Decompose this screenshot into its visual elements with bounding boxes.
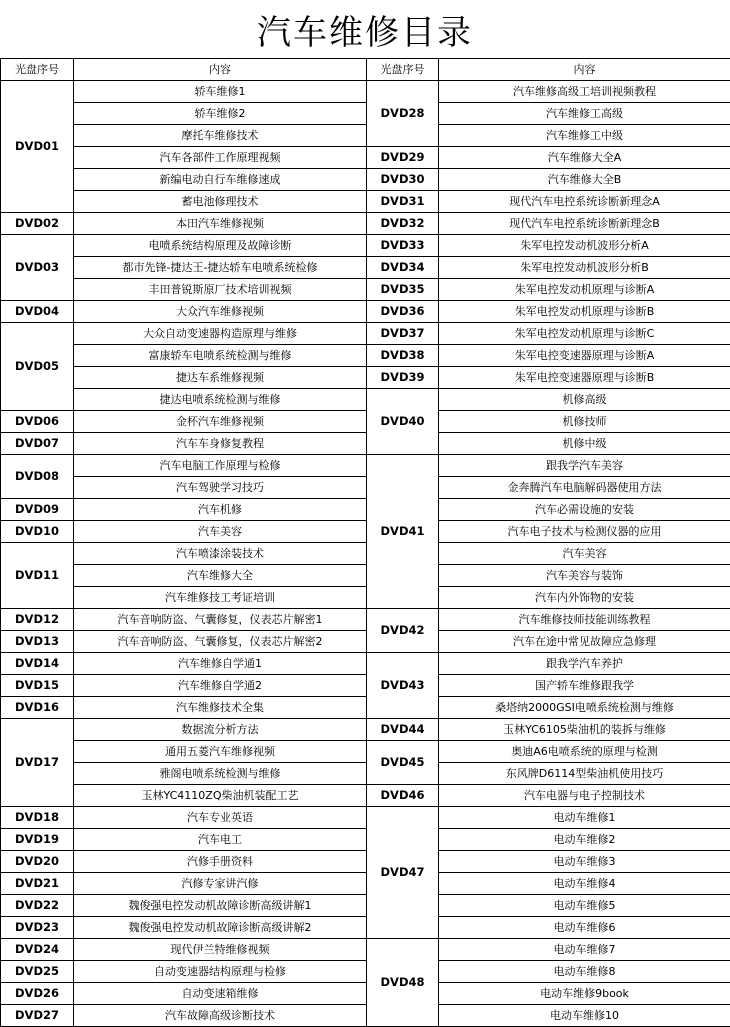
content-cell-right: 国产轿车维修跟我学 [439,675,730,697]
disc-number-left: DVD21 [1,873,74,895]
content-cell-right: 机修技师 [439,411,730,433]
content-cell-left: 自动变速箱维修 [74,983,367,1005]
table-row [1,169,730,191]
content-cell-right: 汽车在途中常见故障应急修理 [439,631,730,653]
disc-number-left: DVD09 [1,499,74,521]
disc-number-right: DVD43 [367,653,439,719]
disc-number-left: DVD06 [1,411,74,433]
disc-number-left: DVD25 [1,961,74,983]
content-cell-left: 魏俊强电控发动机故障诊断高级讲解2 [74,917,367,939]
table-row [1,477,730,499]
disc-number-left: DVD01 [1,81,74,213]
disc-number-right: DVD41 [367,455,439,609]
disc-number-left: DVD05 [1,323,74,411]
disc-number-left: DVD23 [1,917,74,939]
disc-number-left: DVD15 [1,675,74,697]
table-row [1,961,730,983]
content-cell-left: 汽车电工 [74,829,367,851]
table-row [1,323,730,345]
content-cell-left: 数据流分析方法 [74,719,367,741]
content-cell-right: 朱军电控变速器原理与诊断B [439,367,730,389]
content-cell-right: 电动车维修4 [439,873,730,895]
table-row [1,235,730,257]
content-cell-right: 金奔腾汽车电脑解码器使用方法 [439,477,730,499]
content-cell-right: 电动车维修9book [439,983,730,1005]
table-row [1,81,730,103]
content-cell-left: 汽车电脑工作原理与检修 [74,455,367,477]
content-cell-right: 汽车维修工高级 [439,103,730,125]
disc-number-right: DVD32 [367,213,439,235]
disc-number-left: DVD27 [1,1005,74,1027]
table-row [1,301,730,323]
table-row [1,103,730,125]
content-cell-left: 摩托车维修技术 [74,125,367,147]
content-cell-right: 汽车维修大全B [439,169,730,191]
table-row [1,587,730,609]
content-cell-left: 汽车喷漆涂装技术 [74,543,367,565]
table-row [1,279,730,301]
table-row [1,851,730,873]
disc-number-left: DVD19 [1,829,74,851]
disc-number-right: DVD44 [367,719,439,741]
table-row [1,785,730,807]
table-row [1,807,730,829]
disc-number-left: DVD13 [1,631,74,653]
content-cell-left: 汽车音响防盗、气囊修复，仪表芯片解密1 [74,609,367,631]
content-cell-left: 金杯汽车维修视频 [74,411,367,433]
content-cell-left: 汽修手册资料 [74,851,367,873]
content-cell-right: 汽车美容与装饰 [439,565,730,587]
content-cell-left: 汽车音响防盗、气囊修复，仪表芯片解密2 [74,631,367,653]
content-cell-left: 汽车维修技工考证培训 [74,587,367,609]
catalog-table [0,58,730,1027]
content-cell-right: 电动车维修10 [439,1005,730,1027]
content-cell-right: 汽车维修技师技能训练教程 [439,609,730,631]
content-cell-right: 跟我学汽车美容 [439,455,730,477]
content-cell-right: 桑塔纳2000GSI电喷系统检测与维修 [439,697,730,719]
content-cell-left: 轿车维修1 [74,81,367,103]
disc-number-right: DVD38 [367,345,439,367]
content-cell-left: 捷达车系维修视频 [74,367,367,389]
table-row [1,741,730,763]
content-cell-right: 汽车维修大全A [439,147,730,169]
content-cell-left: 汽车维修自学通1 [74,653,367,675]
content-cell-right: 跟我学汽车养护 [439,653,730,675]
content-cell-right: 汽车维修高级工培训视频教程 [439,81,730,103]
table-row [1,257,730,279]
content-cell-right: 电动车维修7 [439,939,730,961]
disc-number-left: DVD18 [1,807,74,829]
disc-number-left: DVD08 [1,455,74,499]
content-cell-left: 大众自动变速器构造原理与维修 [74,323,367,345]
content-cell-right: 机修高级 [439,389,730,411]
content-cell-right: 汽车电器与电子控制技术 [439,785,730,807]
content-cell-left: 电喷系统结构原理及故障诊断 [74,235,367,257]
table-row [1,565,730,587]
content-cell-right: 汽车电子技术与检测仪器的应用 [439,521,730,543]
content-cell-left: 捷达电喷系统检测与维修 [74,389,367,411]
table-row [1,389,730,411]
table-row [1,917,730,939]
disc-number-right: DVD31 [367,191,439,213]
disc-number-left: DVD02 [1,213,74,235]
content-cell-right: 电动车维修6 [439,917,730,939]
disc-number-left: DVD12 [1,609,74,631]
disc-number-right: DVD30 [367,169,439,191]
content-cell-right: 玉林YC6105柴油机的装拆与维修 [439,719,730,741]
table-row [1,631,730,653]
content-cell-right: 电动车维修5 [439,895,730,917]
content-cell-left: 玉林YC4110ZQ柴油机装配工艺 [74,785,367,807]
content-cell-left: 轿车维修2 [74,103,367,125]
content-cell-right: 汽车必需设施的安装 [439,499,730,521]
content-cell-left: 通用五菱汽车维修视频 [74,741,367,763]
header-row [1,59,730,81]
table-row [1,609,730,631]
disc-number-right: DVD37 [367,323,439,345]
disc-number-left: DVD24 [1,939,74,961]
content-cell-left: 新编电动自行车维修速成 [74,169,367,191]
table-row [1,499,730,521]
content-cell-right: 汽车内外饰物的安装 [439,587,730,609]
table-row [1,1005,730,1027]
table-row [1,697,730,719]
content-cell-right: 朱军电控发动机波形分析B [439,257,730,279]
content-cell-left: 汽车故障高级诊断技术 [74,1005,367,1027]
disc-number-right: DVD47 [367,807,439,939]
table-row [1,763,730,785]
page-title: 汽车维修目录 [0,10,730,56]
table-row [1,411,730,433]
disc-number-right: DVD39 [367,367,439,389]
table-row [1,873,730,895]
content-cell-right: 朱军电控发动机原理与诊断A [439,279,730,301]
table-row [1,983,730,1005]
content-cell-left: 雅阁电喷系统检测与维修 [74,763,367,785]
table-row [1,125,730,147]
content-cell-left: 汽车各部件工作原理视频 [74,147,367,169]
disc-number-left: DVD10 [1,521,74,543]
content-cell-left: 丰田普锐斯原厂技术培训视频 [74,279,367,301]
content-cell-right: 机修中级 [439,433,730,455]
disc-number-right: DVD36 [367,301,439,323]
content-cell-right: 汽车美容 [439,543,730,565]
content-cell-left: 汽车维修自学通2 [74,675,367,697]
disc-number-left: DVD07 [1,433,74,455]
content-cell-right: 东风牌D6114型柴油机使用技巧 [439,763,730,785]
table-row [1,345,730,367]
content-cell-right: 电动车维修8 [439,961,730,983]
content-cell-right: 奥迪A6电喷系统的原理与检测 [439,741,730,763]
content-cell-right: 现代汽车电控系统诊断新理念A [439,191,730,213]
table-row [1,191,730,213]
disc-number-right: DVD29 [367,147,439,169]
content-cell-left: 汽车车身修复教程 [74,433,367,455]
header-content-left: 内容 [74,59,367,81]
table-row [1,895,730,917]
disc-number-left: DVD20 [1,851,74,873]
content-cell-left: 大众汽车维修视频 [74,301,367,323]
content-cell-right: 朱军电控变速器原理与诊断A [439,345,730,367]
disc-number-right: DVD35 [367,279,439,301]
content-cell-left: 汽车驾驶学习技巧 [74,477,367,499]
content-cell-left: 汽车专业英语 [74,807,367,829]
table-row [1,939,730,961]
table-row [1,367,730,389]
disc-number-right: DVD45 [367,741,439,785]
content-cell-right: 现代汽车电控系统诊断新理念B [439,213,730,235]
content-cell-right: 电动车维修3 [439,851,730,873]
content-cell-right: 电动车维修1 [439,807,730,829]
content-cell-left: 汽修专家讲汽修 [74,873,367,895]
table-row [1,213,730,235]
content-cell-right: 朱军电控发动机原理与诊断B [439,301,730,323]
disc-number-right: DVD28 [367,81,439,147]
table-row [1,653,730,675]
table-row [1,543,730,565]
disc-number-right: DVD40 [367,389,439,455]
content-cell-left: 汽车机修 [74,499,367,521]
content-cell-left: 蓄电池修理技术 [74,191,367,213]
disc-number-right: DVD33 [367,235,439,257]
content-cell-left: 自动变速器结构原理与检修 [74,961,367,983]
disc-number-left: DVD16 [1,697,74,719]
content-cell-right: 电动车维修2 [439,829,730,851]
disc-number-left: DVD11 [1,543,74,609]
disc-number-left: DVD26 [1,983,74,1005]
table-row [1,675,730,697]
content-cell-right: 朱军电控发动机波形分析A [439,235,730,257]
content-cell-right: 汽车维修工中级 [439,125,730,147]
header-disc-left: 光盘序号 [1,59,74,81]
content-cell-left: 富康轿车电喷系统检测与维修 [74,345,367,367]
disc-number-right: DVD34 [367,257,439,279]
table-row [1,719,730,741]
content-cell-left: 现代伊兰特维修视频 [74,939,367,961]
disc-number-right: DVD42 [367,609,439,653]
table-row [1,433,730,455]
table-row [1,521,730,543]
disc-number-left: DVD22 [1,895,74,917]
table-row [1,829,730,851]
table-row [1,455,730,477]
content-cell-right: 朱军电控发动机原理与诊断C [439,323,730,345]
content-cell-left: 汽车美容 [74,521,367,543]
disc-number-left: DVD04 [1,301,74,323]
content-cell-left: 魏俊强电控发动机故障诊断高级讲解1 [74,895,367,917]
header-disc-right: 光盘序号 [367,59,439,81]
disc-number-left: DVD03 [1,235,74,301]
content-cell-left: 都市先锋-捷达王-捷达轿车电喷系统检修 [74,257,367,279]
disc-number-right: DVD46 [367,785,439,807]
header-content-right: 内容 [439,59,730,81]
disc-number-left: DVD14 [1,653,74,675]
content-cell-left: 汽车维修技术全集 [74,697,367,719]
content-cell-left: 本田汽车维修视频 [74,213,367,235]
content-cell-left: 汽车维修大全 [74,565,367,587]
disc-number-right: DVD48 [367,939,439,1027]
disc-number-left: DVD17 [1,719,74,807]
table-row [1,147,730,169]
